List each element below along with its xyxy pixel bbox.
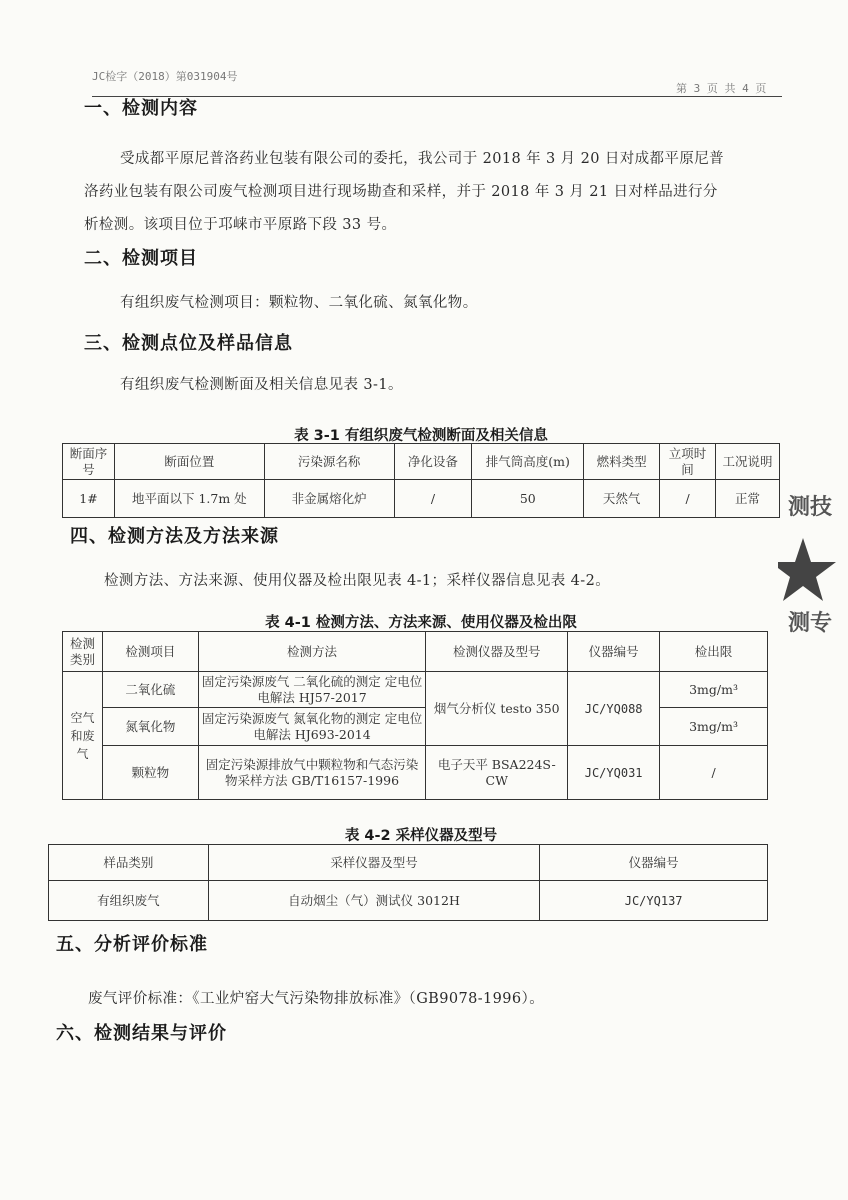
section-3-text: 有组织废气检测断面及相关信息见表 3-1。 — [120, 377, 403, 393]
table-cell: / — [660, 746, 768, 800]
section-3-title: 三、检测点位及样品信息 — [84, 333, 293, 354]
table-cell: 50 — [472, 480, 584, 518]
section-1-line-2: 洛药业包装有限公司废气检测项目进行现场勘查和采样，并于 2018 年 3 月 21 日对样品进行分 — [84, 184, 718, 200]
table-cell: JC/YQ137 — [540, 881, 768, 921]
table-header-row — [49, 845, 768, 881]
table-4-2 — [48, 844, 768, 921]
table-cell: 自动烟尘（气）测试仪 3012H — [208, 881, 540, 921]
header-cell: 污染源名称 — [264, 444, 394, 480]
table-cell: JC/YQ031 — [568, 746, 660, 800]
header-cell: 净化设备 — [394, 444, 472, 480]
table-cell: 氮氧化物 — [102, 708, 198, 746]
section-1-line-3: 析检测。该项目位于邛崃市平原路下段 33 号。 — [84, 217, 397, 233]
page-indicator: 第 3 页 共 4 页 — [676, 82, 767, 95]
table-cell: 固定污染源废气 氮氧化物的测定 定电位电解法 HJ693-2014 — [198, 708, 426, 746]
table-3-1 — [62, 443, 780, 518]
table-4-1 — [62, 631, 768, 800]
category-cell: 空气和废气 — [63, 672, 103, 800]
table-cell: / — [660, 480, 716, 518]
table-row — [63, 672, 768, 708]
table-cell: 固定污染源废气 二氧化硫的测定 定电位电解法 HJ57-2017 — [198, 672, 426, 708]
section-2-title: 二、检测项目 — [84, 248, 198, 269]
report-number: JC检字（2018）第031904号 — [92, 70, 238, 83]
table-cell: 1# — [63, 480, 115, 518]
header-cell: 采样仪器及型号 — [208, 845, 540, 881]
section-5-text: 废气评价标准：《工业炉窑大气污染物排放标准》（GB9078-1996）。 — [88, 991, 545, 1007]
header-cell: 立项时间 — [660, 444, 716, 480]
header-cell: 检测方法 — [198, 632, 426, 672]
table-header-row — [63, 632, 768, 672]
table-cell: 正常 — [716, 480, 780, 518]
table-cell: 3mg/m³ — [660, 708, 768, 746]
table-cell: 电子天平 BSA224S-CW — [426, 746, 568, 800]
seal-stamp — [778, 478, 848, 658]
table-cell: 二氧化硫 — [102, 672, 198, 708]
header-cell: 工况说明 — [716, 444, 780, 480]
section-6-title: 六、检测结果与评价 — [56, 1023, 227, 1044]
table-cell: 颗粒物 — [102, 746, 198, 800]
section-5-title: 五、分析评价标准 — [56, 934, 208, 955]
header-cell: 检出限 — [660, 632, 768, 672]
section-2-text: 有组织废气检测项目：颗粒物、二氧化硫、氮氧化物。 — [120, 295, 478, 311]
table-cell: 非金属熔化炉 — [264, 480, 394, 518]
table-header-row — [63, 444, 780, 480]
header-cell: 仪器编号 — [568, 632, 660, 672]
table-row — [49, 881, 768, 921]
section-4-text: 检测方法、方法来源、使用仪器及检出限见表 4-1；采样仪器信息见表 4-2。 — [104, 573, 611, 589]
stamp-text-top: 测技 — [788, 495, 833, 520]
table-row — [63, 480, 780, 518]
table-row — [63, 746, 768, 800]
table-cell: 天然气 — [584, 480, 660, 518]
table-cell: 3mg/m³ — [660, 672, 768, 708]
section-1-title: 一、检测内容 — [84, 98, 198, 119]
table-cell: 有组织废气 — [49, 881, 209, 921]
table-cell: JC/YQ088 — [568, 672, 660, 746]
header-cell: 断面位置 — [114, 444, 264, 480]
header-cell: 仪器编号 — [540, 845, 768, 881]
section-1-line-1: 受成都平原尼普洛药业包装有限公司的委托，我公司于 2018 年 3 月 20 日对成都平原尼普 — [120, 151, 725, 167]
header-cell: 断面序号 — [63, 444, 115, 480]
table-cell: 地平面以下 1.7m 处 — [114, 480, 264, 518]
section-4-title: 四、检测方法及方法来源 — [70, 526, 279, 547]
header-cell: 燃料类型 — [584, 444, 660, 480]
header-cell: 排气筒高度(m) — [472, 444, 584, 480]
header-cell: 检测仪器及型号 — [426, 632, 568, 672]
table-4-2-caption: 表 4-2 采样仪器及型号 — [344, 828, 498, 844]
table-row — [63, 708, 768, 746]
header-cell: 样品类别 — [49, 845, 209, 881]
table-cell: 烟气分析仪 testo 350 — [426, 672, 568, 746]
table-3-1-caption: 表 3-1 有组织废气检测断面及相关信息 — [294, 428, 548, 444]
table-cell: / — [394, 480, 472, 518]
header-cell: 检测类别 — [63, 632, 103, 672]
table-cell: 固定污染源排放气中颗粒物和气态污染物采样方法 GB/T16157-1996 — [198, 746, 426, 800]
header-cell: 检测项目 — [102, 632, 198, 672]
stamp-text-bottom: 测专 — [788, 611, 833, 636]
table-4-1-caption: 表 4-1 检测方法、方法来源、使用仪器及检出限 — [265, 615, 577, 631]
